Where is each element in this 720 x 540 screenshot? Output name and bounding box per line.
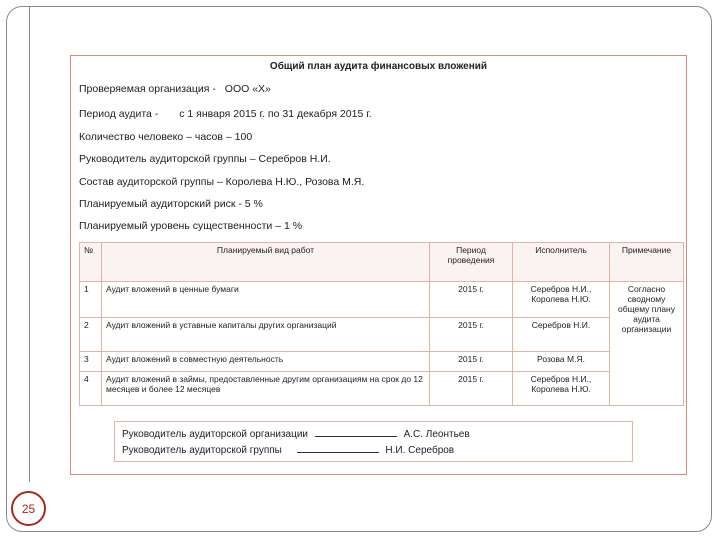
organization-line xyxy=(79,83,271,95)
page-number: 25 xyxy=(21,501,36,516)
organization-label: Проверяемая организация - xyxy=(79,83,216,95)
group-head-signature xyxy=(122,443,454,456)
signature-line xyxy=(315,427,397,437)
group-leader-line: Руководитель аудиторской группы – Серебров Н.И. xyxy=(79,153,331,165)
org-head-label: Руководитель аудиторской организации xyxy=(122,429,309,440)
risk-line: Планируемый аудиторский риск - 5 % xyxy=(79,198,263,210)
header-executor: Исполнитель xyxy=(513,243,610,282)
group-head-name: Н.И. Серебров xyxy=(385,445,455,456)
table-row xyxy=(80,282,684,318)
team-line: Состав аудиторской группы – Королева Н.Ю., Розова М.Я. xyxy=(79,176,365,188)
row-number: 4 xyxy=(80,372,102,406)
row-executor: Серебров Н.И., Королева Н.Ю. xyxy=(513,282,610,318)
period-line xyxy=(79,108,372,120)
row-work: Аудит вложений в уставные капиталы других организаций xyxy=(102,318,430,352)
audit-plan-document xyxy=(70,55,687,475)
table-row xyxy=(80,352,684,372)
document-title: Общий план аудита финансовых вложений xyxy=(269,61,488,72)
row-note: Согласно сводному общему плану аудита организации xyxy=(610,282,684,406)
row-period: 2015 г. xyxy=(430,318,513,352)
row-number: 3 xyxy=(80,352,102,372)
organization-value: ООО «Х» xyxy=(224,83,271,95)
header-work: Планируемый вид работ xyxy=(102,243,430,282)
row-period: 2015 г. xyxy=(430,352,513,372)
page-number-badge xyxy=(11,491,46,526)
table-row xyxy=(80,318,684,352)
row-work: Аудит вложений в ценные бумаги xyxy=(102,282,430,318)
sidebar-divider xyxy=(29,6,30,482)
row-number: 2 xyxy=(80,318,102,352)
row-work: Аудит вложений в совместную деятельность xyxy=(102,352,430,372)
row-number: 1 xyxy=(80,282,102,318)
header-number: № xyxy=(80,243,102,282)
org-head-name: А.С. Леонтьев xyxy=(403,429,470,440)
header-period: Период проведения xyxy=(430,243,513,282)
period-label: Период аудита - xyxy=(79,108,159,120)
work-plan-table xyxy=(79,242,684,406)
period-value: с 1 января 2015 г. по 31 декабря 2015 г. xyxy=(179,108,372,120)
materiality-line: Планируемый уровень существенности – 1 % xyxy=(79,220,303,232)
row-work: Аудит вложений в займы, предоставленные другим организациям на срок до 12 месяцев и более 12 месяцев xyxy=(102,372,430,406)
row-period: 2015 г. xyxy=(430,372,513,406)
row-executor: Серебров Н.И. xyxy=(513,318,610,352)
header-note: Примечание xyxy=(610,243,684,282)
org-head-signature xyxy=(122,427,470,440)
row-executor: Серебров Н.И., Королева Н.Ю. xyxy=(513,372,610,406)
hours-line: Количество человеко – часов – 100 xyxy=(79,131,253,143)
group-head-label: Руководитель аудиторской группы xyxy=(122,445,282,456)
row-executor: Розова М.Я. xyxy=(513,352,610,372)
table-header-row xyxy=(80,243,684,282)
row-period: 2015 г. xyxy=(430,282,513,318)
table-row xyxy=(80,372,684,406)
signature-block xyxy=(114,421,633,462)
signature-line xyxy=(297,443,379,453)
